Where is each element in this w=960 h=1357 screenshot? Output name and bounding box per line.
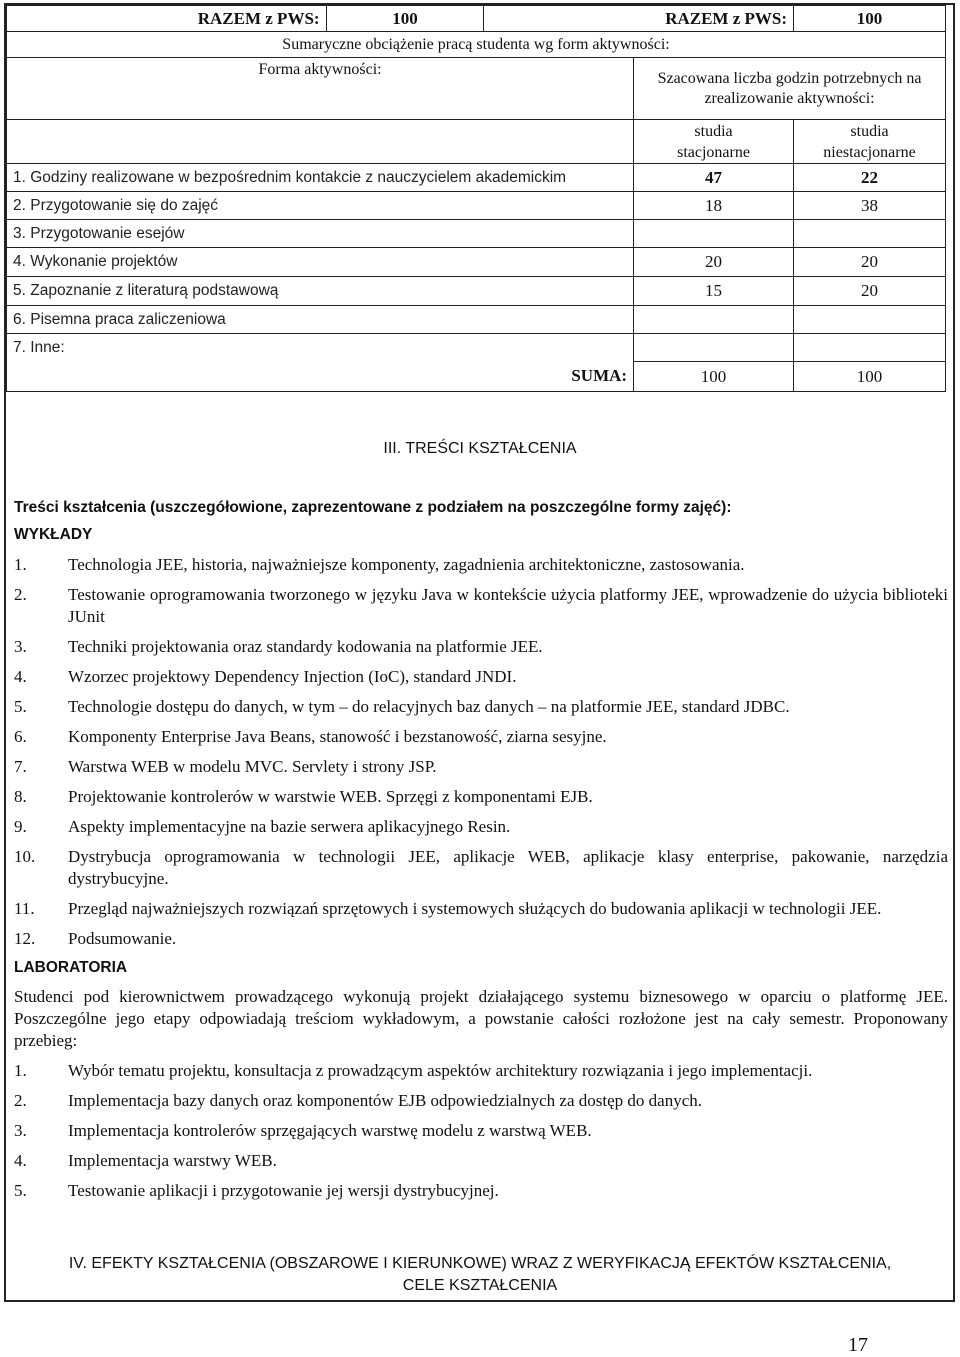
list-item xyxy=(14,928,948,950)
list-item-number: 11. xyxy=(14,899,35,918)
list-item-number: 12. xyxy=(14,929,36,948)
list-item-text: Technologie dostępu do danych, w tym – do relacyjnych baz danych – na platformie JEE, standard JDBC. xyxy=(68,697,790,716)
list-item-text: Komponenty Enterprise Java Beans, stanowość i bezstanowość, ziarna sesyjne. xyxy=(68,727,607,746)
list-item-number: 5. xyxy=(14,1181,27,1200)
list-item xyxy=(14,846,948,890)
summary-title: Sumaryczne obciążenie pracą studenta wg form aktywności: xyxy=(7,32,946,58)
list-item-text: Projektowanie kontrolerów w warstwie WEB. Sprzęgi z komponentami EJB. xyxy=(68,787,593,806)
list-item-number: 1. xyxy=(14,1061,27,1080)
list-item-text: Podsumowanie. xyxy=(68,929,177,948)
list-item-number: 3. xyxy=(14,637,27,656)
row-value-s: 18 xyxy=(634,192,794,220)
list-item xyxy=(14,1120,948,1142)
row-label: 2. Przygotowanie się do zajęć xyxy=(7,192,634,220)
list-item xyxy=(14,756,948,778)
list-item-text: Implementacja warstwy WEB. xyxy=(68,1151,277,1170)
row-value-s xyxy=(634,334,794,362)
razem-value-1: 100 xyxy=(326,6,484,32)
content-intro: Treści kształcenia (uszczegółowione, zaprezentowane z podziałem na poszczególne formy zajęć): xyxy=(14,499,732,516)
list-item xyxy=(14,1150,948,1172)
row-value-n xyxy=(794,334,946,362)
list-item-number: 5. xyxy=(14,697,27,716)
list-item-text: Warstwa WEB w modelu MVC. Servlety i strony JSP. xyxy=(68,757,437,776)
list-item xyxy=(14,1090,948,1112)
row-value-n: 38 xyxy=(794,192,946,220)
list-item xyxy=(14,1060,948,1082)
list-item xyxy=(14,1180,948,1202)
row-value-n xyxy=(794,306,946,334)
row-label: 7. Inne: xyxy=(7,334,634,362)
list-item-number: 2. xyxy=(14,585,27,604)
row-value-s: 15 xyxy=(634,277,794,306)
row-label: 1. Godziny realizowane w bezpośrednim kontakcie z nauczycielem akademickim xyxy=(7,164,634,192)
list-item-number: 4. xyxy=(14,1151,27,1170)
list-item-text: Wzorzec projektowy Dependency Injection (IoC), standard JNDI. xyxy=(68,667,517,686)
lab-paragraph: Studenci pod kierownictwem prowadzącego wykonują projekt działającego systemu biznesowego w oparciu o platformę JEE. Poszczególne jego etapy odpowiadają treściom wykładowym, a powstanie całości rozłożone jest na cały semestr. Proponowany przebieg: xyxy=(14,987,948,1050)
list-item-text: Technologia JEE, historia, najważniejsze komponenty, zagadnienia architektoniczne, zastosowania. xyxy=(68,555,745,574)
list-item xyxy=(14,696,948,718)
lectures-heading: WYKŁADY xyxy=(14,526,93,543)
col-niestacjonarne: studia niestacjonarne xyxy=(794,120,946,164)
col-stacjonarne: studia stacjonarne xyxy=(634,120,794,164)
page-number: 17 xyxy=(848,1334,868,1356)
list-item-number: 2. xyxy=(14,1091,27,1110)
section-title-iv: IV. EFEKTY KSZTAŁCENIA (OBSZAROWE I KIERUNKOWE) WRAZ Z WERYFIKACJĄ EFEKTÓW KSZTAŁCENIA, CELE KSZTAŁCENIA xyxy=(68,1255,892,1294)
row-value-n: 22 xyxy=(794,164,946,192)
row-label: 4. Wykonanie projektów xyxy=(7,248,634,277)
list-item xyxy=(14,786,948,808)
razem-label-1: RAZEM z PWS: xyxy=(7,6,327,32)
row-value-n: 20 xyxy=(794,248,946,277)
list-item-number: 4. xyxy=(14,667,27,686)
list-item-text: Implementacja kontrolerów sprzęgających warstwę modelu z warstwą WEB. xyxy=(68,1121,592,1140)
row-label: 6. Pisemna praca zaliczeniowa xyxy=(7,306,634,334)
content-section xyxy=(14,497,948,1202)
lab-list xyxy=(14,1060,948,1202)
suma-value-s: 100 xyxy=(634,362,794,392)
list-item-text: Techniki projektowania oraz standardy kodowania na platformie JEE. xyxy=(68,637,543,656)
row-value-s xyxy=(634,220,794,248)
row-value-s: 47 xyxy=(634,164,794,192)
list-item-number: 10. xyxy=(14,847,36,866)
list-item xyxy=(14,898,948,920)
list-item xyxy=(14,584,948,628)
suma-value-n: 100 xyxy=(794,362,946,392)
forma-header: Forma aktywności: xyxy=(7,58,634,120)
list-item-text: Testowanie aplikacji i przygotowanie jej wersji dystrybucyjnej. xyxy=(68,1181,499,1200)
list-item-number: 1. xyxy=(14,555,27,574)
hours-header: Szacowana liczba godzin potrzebnych na zrealizowanie aktywności: xyxy=(634,58,946,120)
section-title-iii: III. TREŚCI KSZTAŁCENIA xyxy=(383,440,577,457)
list-item-text: Dystrybucja oprogramowania w technologii JEE, aplikacje WEB, aplikacje klasy enterprise, pakowanie, narzędzia dystrybucyjne. xyxy=(68,847,948,888)
list-item xyxy=(14,726,948,748)
list-item-number: 8. xyxy=(14,787,27,806)
row-label: 3. Przygotowanie esejów xyxy=(7,220,634,248)
workload-table xyxy=(6,5,946,392)
list-item-number: 6. xyxy=(14,727,27,746)
razem-value-2: 100 xyxy=(794,6,946,32)
row-value-s: 20 xyxy=(634,248,794,277)
list-item xyxy=(14,554,948,576)
row-value-n xyxy=(794,220,946,248)
razem-label-2: RAZEM z PWS: xyxy=(484,6,794,32)
row-value-n: 20 xyxy=(794,277,946,306)
list-item-text: Testowanie oprogramowania tworzonego w języku Java w kontekście użycia platformy JEE, wprowadzenie do użycia biblioteki JUnit xyxy=(68,585,948,626)
row-label: 5. Zapoznanie z literaturą podstawową xyxy=(7,277,634,306)
list-item-text: Implementacja bazy danych oraz komponentów EJB odpowiedzialnych za dostęp do danych. xyxy=(68,1091,702,1110)
row-value-s xyxy=(634,306,794,334)
list-item-text: Aspekty implementacyjne na bazie serwera aplikacyjnego Resin. xyxy=(68,817,511,836)
list-item xyxy=(14,816,948,838)
list-item xyxy=(14,636,948,658)
list-item-text: Wybór tematu projektu, konsultacja z prowadzącym aspektów architektury rozwiązania i jego implementacji. xyxy=(68,1061,813,1080)
list-item-text: Przegląd najważniejszych rozwiązań sprzętowych i systemowych służących do budowania aplikacji w technologii JEE. xyxy=(68,899,882,918)
list-item-number: 7. xyxy=(14,757,27,776)
lectures-list xyxy=(14,554,948,950)
list-item-number: 3. xyxy=(14,1121,27,1140)
suma-label: SUMA: xyxy=(7,362,634,392)
lab-heading: LABORATORIA xyxy=(14,959,128,976)
list-item-number: 9. xyxy=(14,817,27,836)
list-item xyxy=(14,666,948,688)
